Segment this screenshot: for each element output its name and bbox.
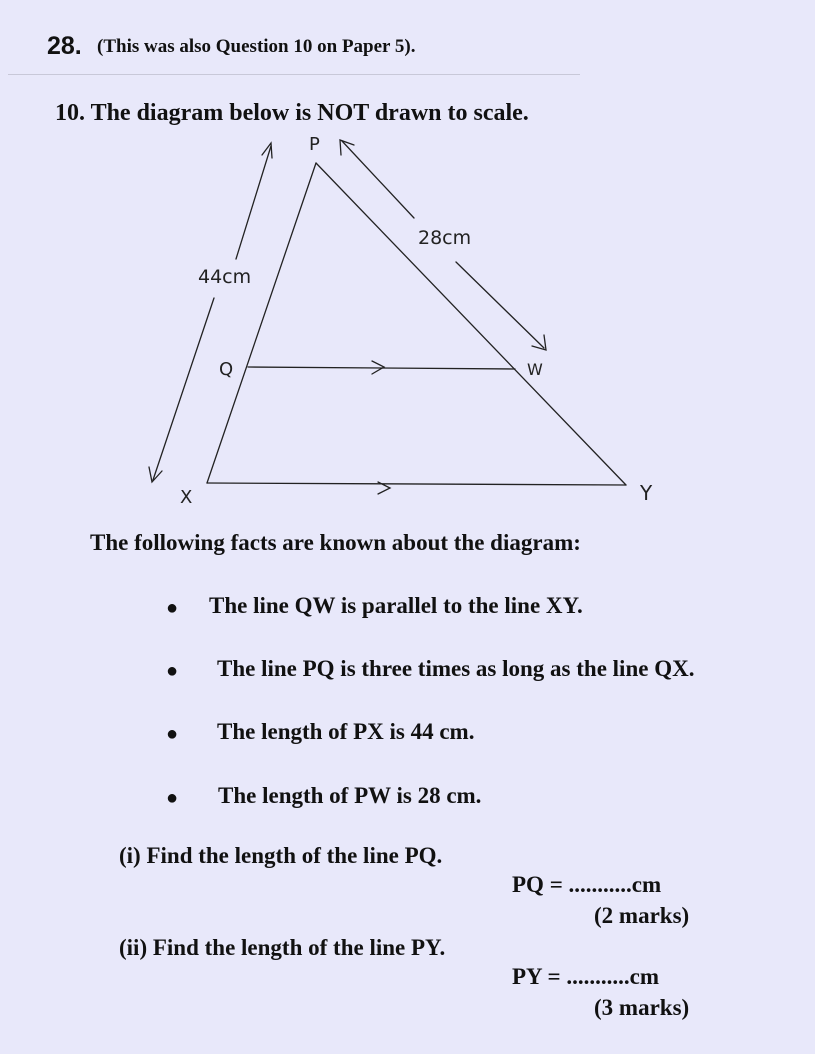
dimension-arrowhead-p [340, 140, 354, 155]
fact-item: The line PQ is three times as long as the line QX. [217, 656, 695, 681]
dimension-pw-lower [456, 262, 544, 348]
part-ii-answer-line: PY = ...........cm [512, 964, 660, 989]
bullet-icon: ● [166, 660, 179, 682]
side-xy [207, 483, 626, 485]
dimension-px-lower [153, 298, 214, 480]
triangle-diagram [0, 0, 815, 520]
question-source-note: (This was also Question 10 on Paper 5). [97, 36, 416, 57]
fact-item: The line QW is parallel to the line XY. [209, 593, 583, 618]
label-q: Q [219, 359, 234, 380]
dimension-arrowhead-top [262, 143, 272, 158]
bullet-icon: ● [166, 787, 179, 809]
part-i-marks: (2 marks) [594, 903, 690, 928]
label-x: X [180, 487, 193, 508]
side-px [207, 163, 316, 483]
label-w: W [527, 360, 543, 379]
dimension-pw-upper [342, 141, 414, 218]
label-pw-length: 28cm [418, 227, 472, 249]
label-y: Y [640, 481, 653, 505]
fact-item: The length of PX is 44 cm. [217, 719, 475, 744]
bullet-icon: ● [166, 597, 179, 619]
label-px-length: 44cm [198, 266, 252, 288]
fact-item: The length of PW is 28 cm. [218, 783, 482, 808]
side-py [316, 163, 626, 485]
question-number: 28. [47, 32, 82, 60]
label-p: P [309, 134, 320, 155]
bullet-icon: ● [166, 723, 179, 745]
part-i-answer-line: PQ = ...........cm [512, 872, 662, 897]
facts-intro: The following facts are known about the diagram: [90, 530, 581, 555]
dimension-px-upper [236, 146, 271, 259]
part-i-prompt: (i) Find the length of the line PQ. [119, 843, 443, 868]
part-ii-prompt: (ii) Find the length of the line PY. [119, 935, 446, 960]
part-ii-marks: (3 marks) [594, 995, 690, 1020]
question-title: 10. The diagram below is NOT drawn to scale. [55, 100, 529, 126]
